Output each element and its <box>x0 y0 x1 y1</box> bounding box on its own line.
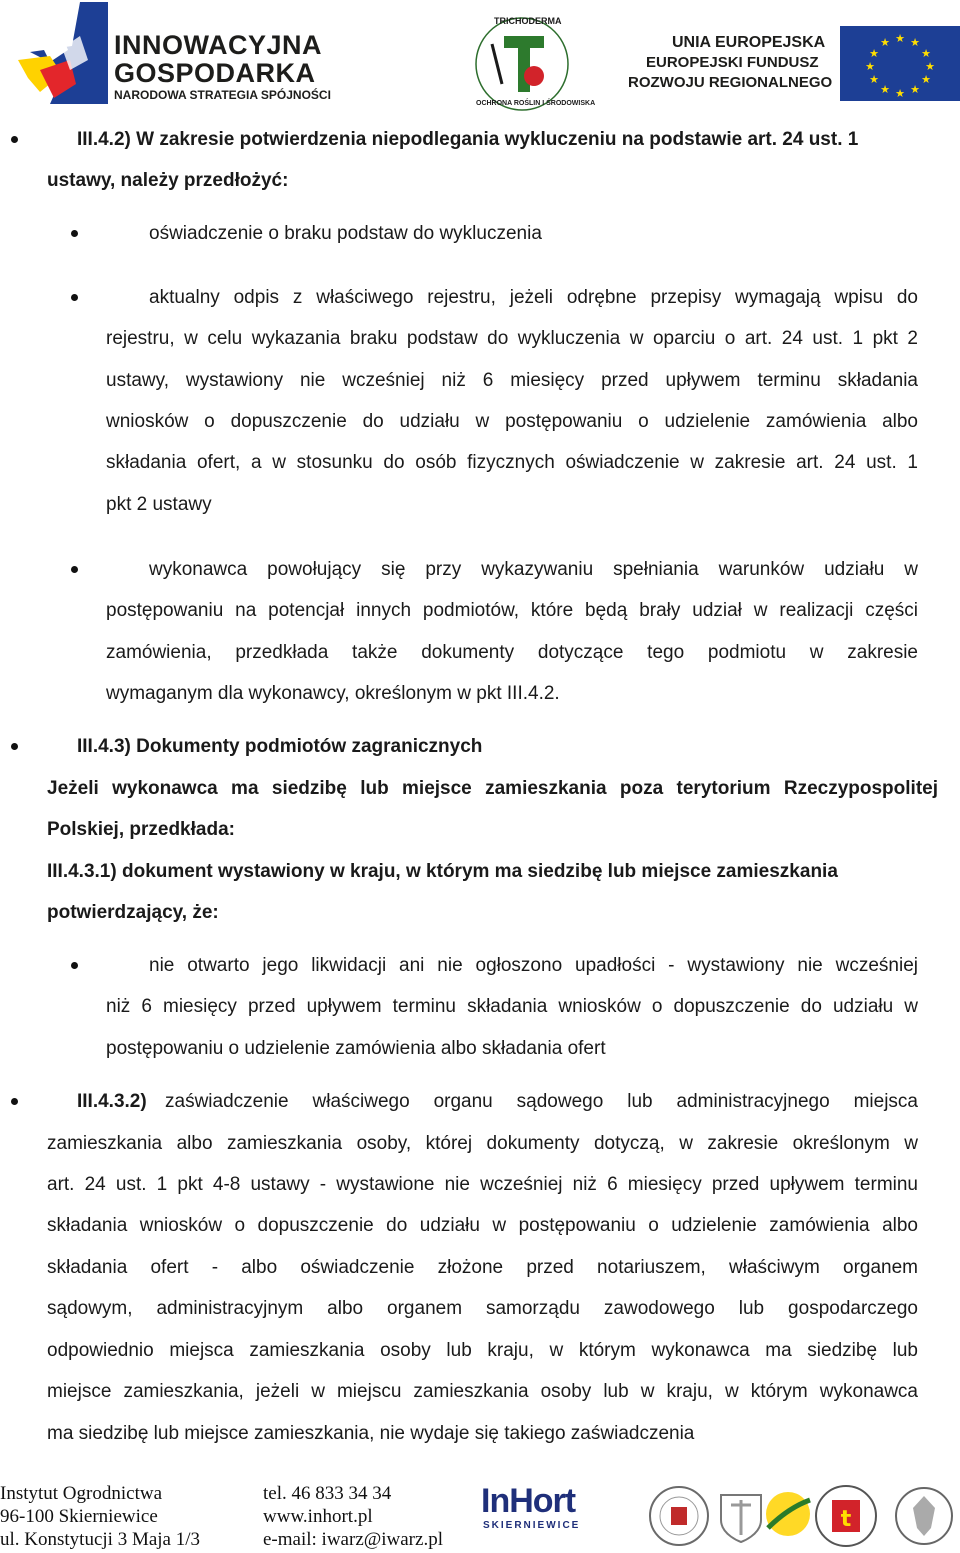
list-item-liquidation-l2: niż 6 miesięcy przed upływem terminu składania wniosków o dopuszczenie do udziału w <box>106 996 918 1017</box>
list-item-register-l4: wniosków o dopuszczenie do udziału w postępowaniu o udzielenie zamówienia albo <box>106 411 918 432</box>
list-item-statement: oświadczenie o braku podstaw do wykluczenia <box>149 223 542 244</box>
bullet <box>11 1098 18 1105</box>
section-number-iii-4-3-2: III.4.3.2) <box>77 1091 147 1112</box>
footer-phone: tel. 46 833 34 34 <box>263 1483 392 1504</box>
foreign-intro-l2: Polskiej, przedkłada: <box>47 819 235 840</box>
foreign-intro-l1: Jeżeli wykonawca ma siedzibę lub miejsce zamieszkania poza terytorium Rzeczypospolitej <box>47 778 938 799</box>
certificate-l6: sądowym, administracyjnym albo organem samorządu zawodowego lub gospodarczego <box>47 1298 918 1319</box>
inhort-logo <box>481 1482 603 1536</box>
list-item-register-l6: pkt 2 ustawy <box>106 494 212 515</box>
list-item-contractor-l2: postępowaniu na potencjał innych podmiotów, które będą brały udział w realizacji części <box>106 600 918 621</box>
inhort-logo-main: InHort <box>481 1482 576 1520</box>
eagle-emblem-icon <box>895 1484 953 1548</box>
footer-postal: 96-100 Skierniewice <box>0 1506 158 1527</box>
certificate-l4: składania wniosków o dopuszczenie do udziału w postępowaniu o udzielenie zamówienia albo <box>47 1215 918 1236</box>
certificate-l8: miejsce zamieszkania, jeżeli w miejscu zamieszkania osoby lub w kraju, w którym wykonawca <box>47 1381 918 1402</box>
bullet <box>11 743 18 750</box>
svg-text:★: ★ <box>910 36 920 49</box>
trichoderma-logo <box>472 14 596 114</box>
certificate-l9: ma siedzibę lub miejsce zamieszkania, nie wydaje się takiego zaświadczenia <box>47 1423 695 1444</box>
list-item-register-l2: rejestru, w celu wykazania braku podstaw do wykluczenia w oparciu o art. 24 ust. 1 pkt 2 <box>106 328 918 349</box>
ue-line2: EUROPEJSKI FUNDUSZ <box>646 54 819 71</box>
section-heading-iii-4-2: III.4.2) W zakresie potwierdzenia niepodlegania wykluczeniu na podstawie art. 24 ust. 1 <box>77 129 859 150</box>
ue-logo <box>628 30 960 105</box>
list-item-liquidation-l3: postępowaniu o udzielenie zamówienia albo składania ofert <box>106 1038 606 1059</box>
trichoderma-top-text: TRICHODERMA <box>494 16 562 26</box>
list-item-liquidation-l1: nie otwarto jego likwidacji ani nie ogłoszono upadłości - wystawiony nie wcześniej <box>149 955 918 976</box>
eu-flag-icon <box>840 26 960 101</box>
certificate-l1: zaświadczenie właściwego organu sądowego lub administracyjnego miejsca <box>165 1091 918 1112</box>
list-item-contractor-l4: wymaganym dla wykonawcy, określonym w pkt III.4.2. <box>106 683 560 704</box>
ig-line2: GOSPODARKA <box>114 58 316 88</box>
footer-institute: Instytut Ogrodnictwa <box>0 1483 163 1504</box>
section-heading-iii-4-3-1-cont: potwierdzający, że: <box>47 902 219 923</box>
svg-text:★: ★ <box>895 87 905 100</box>
veritas-seal-icon <box>814 1484 878 1548</box>
svg-text:t: t <box>840 1507 852 1532</box>
bullet <box>71 230 78 237</box>
list-item-register-l3: ustawy, wystawiony nie wcześniej niż 6 miesięcy przed upływem terminu składania <box>106 370 918 391</box>
footer-street: ul. Konstytucji 3 Maja 1/3 <box>0 1529 201 1550</box>
poznan-university-icon <box>760 1488 816 1543</box>
certificate-l3: art. 24 ust. 1 pkt 4-8 ustawy - wystawione nie wcześniej niż 6 miesięcy przed upływem terminu <box>47 1174 918 1195</box>
list-item-contractor-l1: wykonawca powołujący się przy wykazywaniu spełniania warunków udziału w <box>149 559 918 580</box>
list-item-register-l1: aktualny odpis z właściwego rejestru, jeżeli odrębne przepisy wymagają wpisu do <box>149 287 918 308</box>
svg-text:★: ★ <box>869 73 879 86</box>
footer-web[interactable]: www.inhort.pl <box>263 1506 373 1527</box>
svg-text:★: ★ <box>869 47 879 60</box>
bullet <box>71 566 78 573</box>
trichoderma-bottom-text: OCHRONA ROŚLIN I ŚRODOWISKA <box>476 100 596 107</box>
ig-line3: NARODOWA STRATEGIA SPÓJNOŚCI <box>114 88 331 102</box>
footer-email[interactable]: e-mail: iwarz@iwarz.pl <box>263 1529 443 1550</box>
bullet <box>71 962 78 969</box>
list-item-register-l5: składania ofert, a w stosunku do osób fizycznych oświadczenie w zakresie art. 24 ust. 1 <box>106 452 918 473</box>
certificate-l5: składania ofert - albo oświadczenie złożone przed notariuszem, właściwym organem <box>47 1257 918 1278</box>
certificate-l7: odpowiednio miejsca zamieszkania osoby lub kraju, w którym wykonawca ma siedzibę lub <box>47 1340 918 1361</box>
trichoderma-emblem-icon <box>472 14 572 114</box>
section-heading-iii-4-2-cont: ustawy, należy przedłożyć: <box>47 170 289 191</box>
svg-text:★: ★ <box>925 60 935 73</box>
svg-text:★: ★ <box>880 83 890 96</box>
ig-line1: INNOWACYJNA <box>114 30 323 60</box>
ue-line3: ROZWOJU REGIONALNEGO <box>628 74 833 91</box>
bullet <box>71 294 78 301</box>
list-item-contractor-l3: zamówienia, przedkłada także dokumenty dotyczące tego podmiotu w zakresie <box>106 642 918 663</box>
svg-text:★: ★ <box>921 73 931 86</box>
crest-icon <box>716 1490 766 1545</box>
svg-text:★: ★ <box>921 47 931 60</box>
bullet <box>11 136 18 143</box>
innowacyjna-gospodarka-logo <box>10 0 355 110</box>
university-lodz-seal-icon <box>648 1485 710 1547</box>
svg-text:★: ★ <box>910 83 920 96</box>
ig-star-icon <box>10 0 110 110</box>
svg-text:★: ★ <box>895 32 905 45</box>
section-heading-iii-4-3-1: III.4.3.1) dokument wystawiony w kraju, w którym ma siedzibę lub miejsce zamieszkania <box>47 861 838 882</box>
certificate-l2: zamieszkania albo zamieszkania osoby, której dokumenty dotyczą, w zakresie określonym w <box>47 1133 918 1154</box>
inhort-logo-sub: SKIERNIEWICE <box>483 1520 581 1531</box>
ue-line1: UNIA EUROPEJSKA <box>672 34 826 51</box>
section-heading-iii-4-3: III.4.3) Dokumenty podmiotów zagranicznych <box>77 736 483 757</box>
svg-text:★: ★ <box>865 60 875 73</box>
svg-text:★: ★ <box>880 36 890 49</box>
